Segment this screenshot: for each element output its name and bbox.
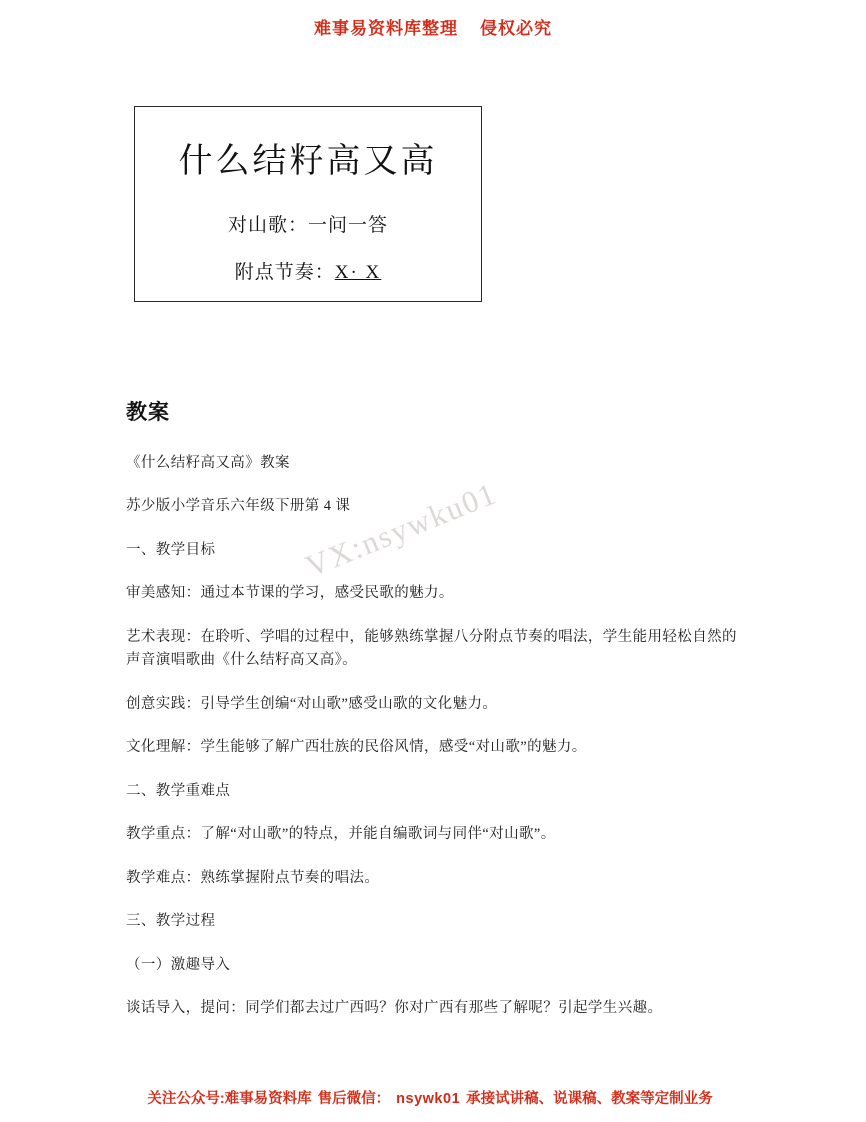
document-body bbox=[126, 396, 746, 1041]
paragraph: 艺术表现：在聆听、学唱的过程中，能够熟练掌握八分附点节奏的唱法，学生能用轻松自然的声音演唱歌曲《什么结籽高又高》。 bbox=[126, 628, 737, 669]
rhythm-line bbox=[135, 257, 481, 284]
song-title: 什么结籽高又高 bbox=[178, 143, 438, 180]
footer-service-text: 售后微信： bbox=[317, 1091, 391, 1107]
footer-follow-text: 关注公众号:难事易资料库 bbox=[147, 1091, 312, 1107]
paragraph: 苏少版小学音乐六年级下册第 4 课 bbox=[126, 498, 351, 515]
banner-right-text: 侵权必究 bbox=[480, 19, 552, 38]
song-subtitle: 对山歌：一问一答 bbox=[227, 215, 388, 236]
page-title: 教案 bbox=[126, 401, 170, 424]
paragraph: （一）激趣导入 bbox=[126, 956, 231, 973]
paragraph: 三、教学过程 bbox=[126, 913, 216, 930]
footer-business-text: 承接试讲稿、说课稿、教案等定制业务 bbox=[466, 1091, 713, 1107]
rhythm-notation: X· X bbox=[334, 262, 382, 283]
rhythm-label: 附点节奏： bbox=[234, 262, 335, 283]
footer-banner bbox=[0, 1087, 866, 1108]
watermark-text: VX:nsywku01 bbox=[300, 475, 502, 584]
footer-wechat-id: nsywk01 bbox=[396, 1091, 461, 1107]
top-banner bbox=[0, 14, 866, 39]
paragraph: 一、教学目标 bbox=[126, 541, 216, 558]
paragraph: 二、教学重难点 bbox=[126, 782, 231, 799]
paragraph: 教学难点：熟练掌握附点节奏的唱法。 bbox=[126, 869, 380, 886]
paragraph: 创意实践：引导学生创编“对山歌”感受山歌的文化魅力。 bbox=[126, 695, 498, 712]
paragraph: 文化理解：学生能够了解广西壮族的民俗风情，感受“对山歌”的魅力。 bbox=[126, 739, 587, 756]
paragraph: 审美感知：通过本节课的学习，感受民歌的魅力。 bbox=[126, 585, 454, 602]
paragraph: 教学重点：了解“对山歌”的特点，并能自编歌词与同伴“对山歌”。 bbox=[126, 826, 556, 843]
paragraph: 《什么结籽高又高》教案 bbox=[126, 455, 290, 471]
banner-left-text: 难事易资料库整理 bbox=[314, 19, 458, 38]
paragraph: 谈话导入，提问：同学们都去过广西吗？你对广西有那些了解呢？引起学生兴趣。 bbox=[126, 1000, 663, 1017]
song-title-card bbox=[134, 106, 482, 302]
